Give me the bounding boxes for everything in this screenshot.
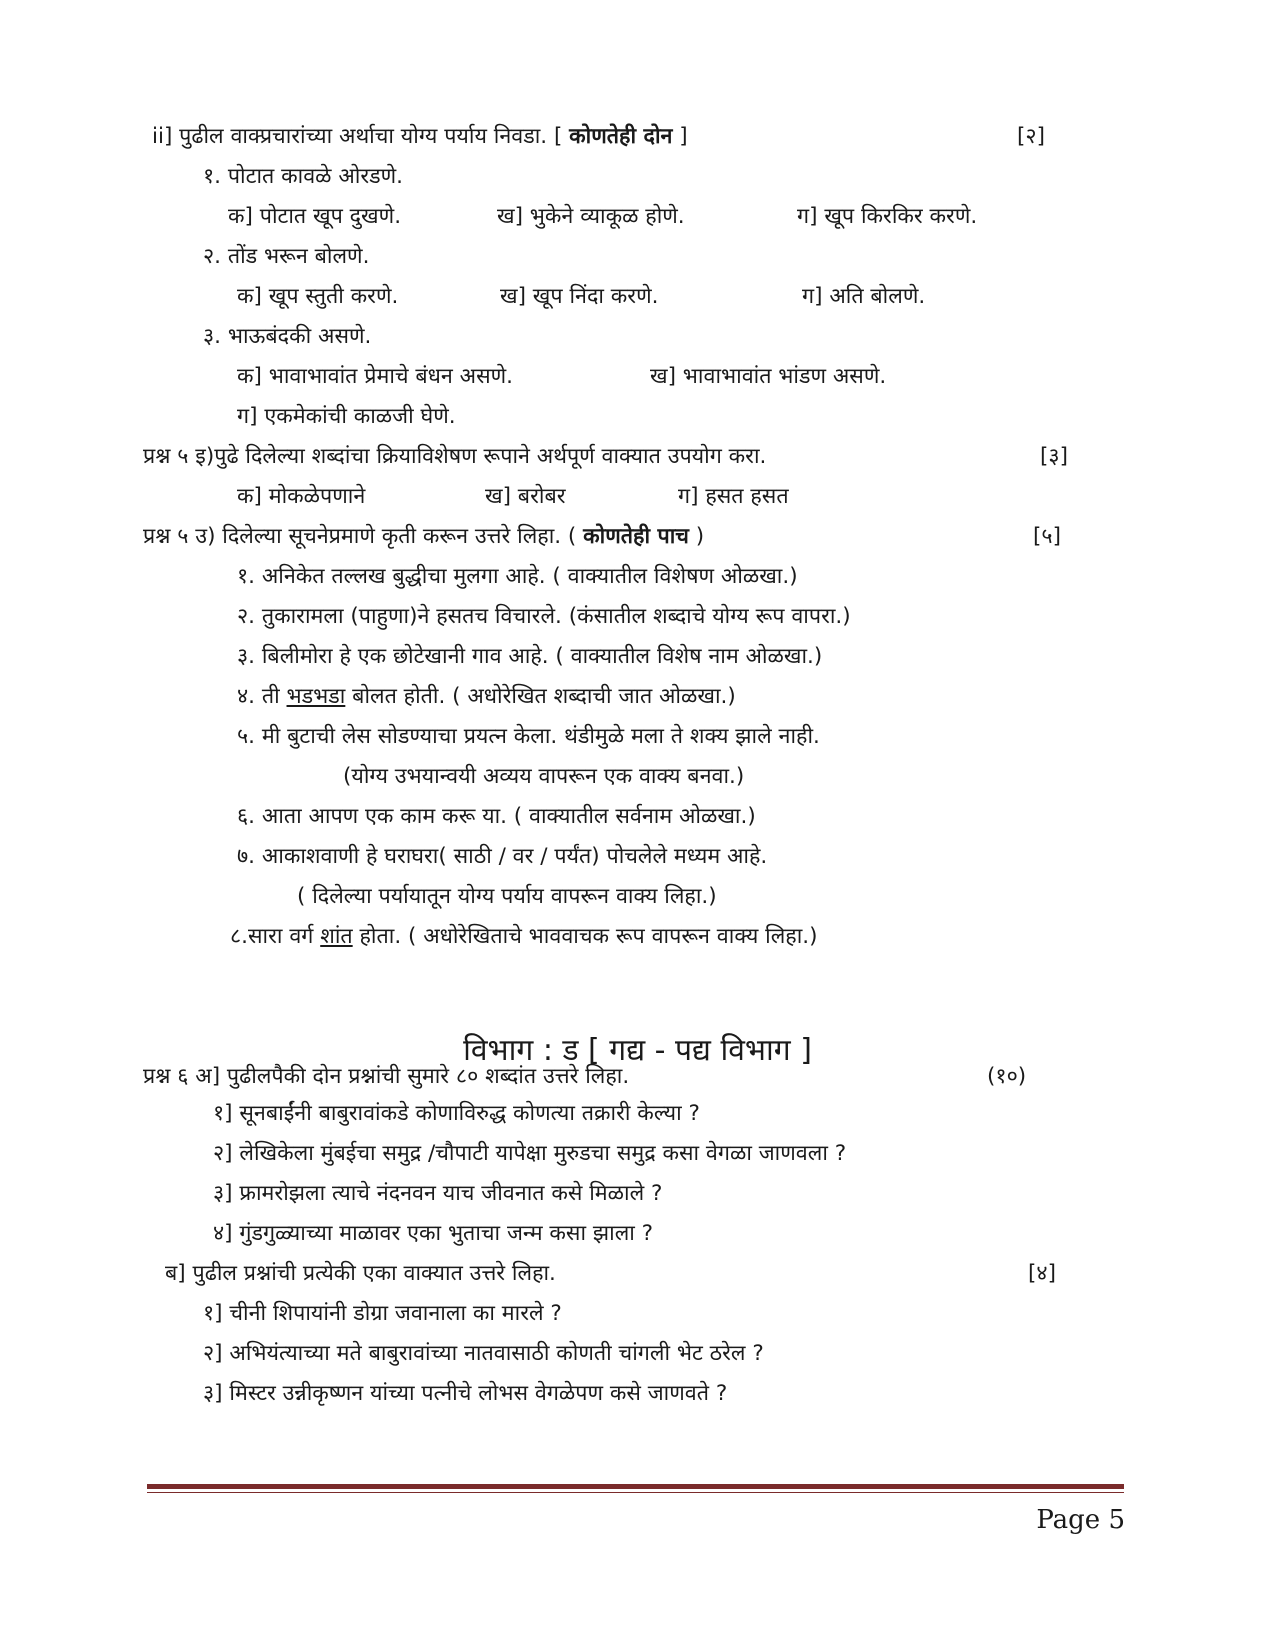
footer-rule-thin [147,1492,1124,1493]
page-number: Page 5 [1036,1505,1125,1535]
footer-rule [147,1484,1124,1489]
q-ii-item-1-opt-a: क] पोटात खूप दुखणे. [228,204,402,229]
q5u-item-4-underlined: भडभडा [286,684,346,709]
q-ii-item-3-opt-a: क] भावाभावांत प्रेमाचे बंधन असणे. [237,364,513,389]
q5u-item-7: ७. आकाशवाणी हे घराघरा( साठी / वर / पर्यंत) पोचलेले मध्यम आहे. [237,844,768,869]
q5u-item-3: ३. बिलीमोरा हे एक छोटेखानी गाव आहे. ( वाक्यातील विशेष नाम ओळखा.) [237,644,823,669]
q-ii-item-1-opt-c: ग] खूप किरकिर करणे. [797,204,978,229]
q6a-title: प्रश्न ६ अ] पुढीलपैकी दोन प्रश्नांची सुमारे ८० शब्दांत उत्तरे लिहा. [143,1064,630,1089]
q-ii-bold: कोणतेही दोन [569,124,673,149]
q5u-bold: कोणतेही पाच [583,524,689,549]
q-ii-title: ii] पुढील वाक्प्रचारांच्या अर्थाचा योग्य पर्याय निवडा. [ कोणतेही दोन ] [152,124,688,149]
q-ii-item-3-opt-b: ख] भावाभावांत भांडण असणे. [650,364,887,389]
q-ii-item-2-opt-c: ग] अति बोलणे. [802,284,926,309]
q5u-item-5: ५. मी बुटाची लेस सोडण्याचा प्रयत्न केला. थंडीमुळे मला ते शक्य झाले नाही. [237,724,820,749]
q5e-opt-b: ख] बरोबर [485,484,566,509]
q-ii-item-3-opt-c: ग] एकमेकांची काळजी घेणे. [237,404,456,429]
q5e-marks: [३] [1040,444,1068,469]
q6b-marks: [४] [1028,1261,1056,1286]
q6a-item-3: ३] फ्रामरोझला त्याचे नंदनवन याच जीवनात कसे मिळाले ? [213,1181,663,1206]
q5e-opt-a: क] मोकळेपणाने [237,484,366,509]
q-ii-item-1: १. पोटात कावळे ओरडणे. [203,164,404,189]
q5u-marks: [५] [1033,524,1061,549]
q5u-item-8-underlined: शांत [320,924,353,949]
q6b-item-3: ३] मिस्टर उन्नीकृष्णन यांच्या पत्नीचे लोभस वेगळेपण कसे जाणवते ? [203,1381,728,1406]
q-ii-item-2: २. तोंड भरून बोलणे. [203,244,370,269]
q5u-item-7-instruction: ( दिलेल्या पर्यायातून योग्य पर्याय वापरून वाक्य लिहा.) [297,884,717,909]
q-ii-item-1-opt-b: ख] भुकेने व्याकूळ होणे. [497,204,685,229]
q5e-title: प्रश्न ५ इ)पुढे दिलेल्या शब्दांचा क्रियाविशेषण रूपाने अर्थपूर्ण वाक्यात उपयोग करा. [143,444,767,469]
q6a-item-2: २] लेखिकेला मुंबईचा समुद्र /चौपाटी यापेक्षा मुरुडचा समुद्र कसा वेगळा जाणवला ? [213,1141,847,1166]
q5u-item-1: १. अनिकेत तल्लख बुद्धीचा मुलगा आहे. ( वाक्यातील विशेषण ओळखा.) [237,564,798,589]
q5u-item-4: ४. ती भडभडा बोलत होती. ( अधोरेखित शब्दाची जात ओळखा.) [237,684,736,709]
q6b-item-1: १] चीनी शिपायांनी डोग्रा जवानाला का मारले ? [203,1301,562,1326]
q6b-title: ब] पुढील प्रश्नांची प्रत्येकी एका वाक्यात उत्तरे लिहा. [165,1261,556,1286]
q5e-opt-c: ग] हसत हसत [678,484,789,509]
q6a-item-4: ४] गुंडगुळ्याच्या माळावर एका भुताचा जन्म कसा झाला ? [213,1221,654,1246]
section-heading: विभाग : ड [ गद्य - पद्य विभाग ] [463,1033,812,1068]
q6a-item-1: १] सूनबाईंनी बाबुरावांकडे कोणाविरुद्ध कोणत्या तक्रारी केल्या ? [213,1101,700,1126]
q5u-item-6: ६. आता आपण एक काम करू या. ( वाक्यातील सर्वनाम ओळखा.) [237,804,756,829]
q-ii-item-2-opt-b: ख] खूप निंदा करणे. [500,284,659,309]
q6b-item-2: २] अभियंत्याच्या मते बाबुरावांच्या नातवासाठी कोणती चांगली भेट ठरेल ? [203,1341,764,1366]
q5u-title: प्रश्न ५ उ) दिलेल्या सूचनेप्रमाणे कृती करून उत्तरे लिहा. ( कोणतेही पाच ) [143,524,705,549]
q-ii-item-2-opt-a: क] खूप स्तुती करणे. [237,284,399,309]
q-ii-marks: [२] [1017,124,1045,149]
q6a-marks: (१०) [987,1064,1027,1089]
q-ii-item-3: ३. भाऊबंदकी असणे. [203,324,372,349]
q5u-item-2: २. तुकारामला (पाहुणा)ने हसतच विचारले. (कंसातील शब्दाचे योग्य रूप वापरा.) [237,604,851,629]
q5u-item-5-instruction: (योग्य उभयान्वयी अव्यय वापरून एक वाक्य बनवा.) [343,764,745,789]
q5u-item-8: ८.सारा वर्ग शांत होता. ( अधोरेखिताचे भाववाचक रूप वापरून वाक्य लिहा.) [230,924,818,949]
